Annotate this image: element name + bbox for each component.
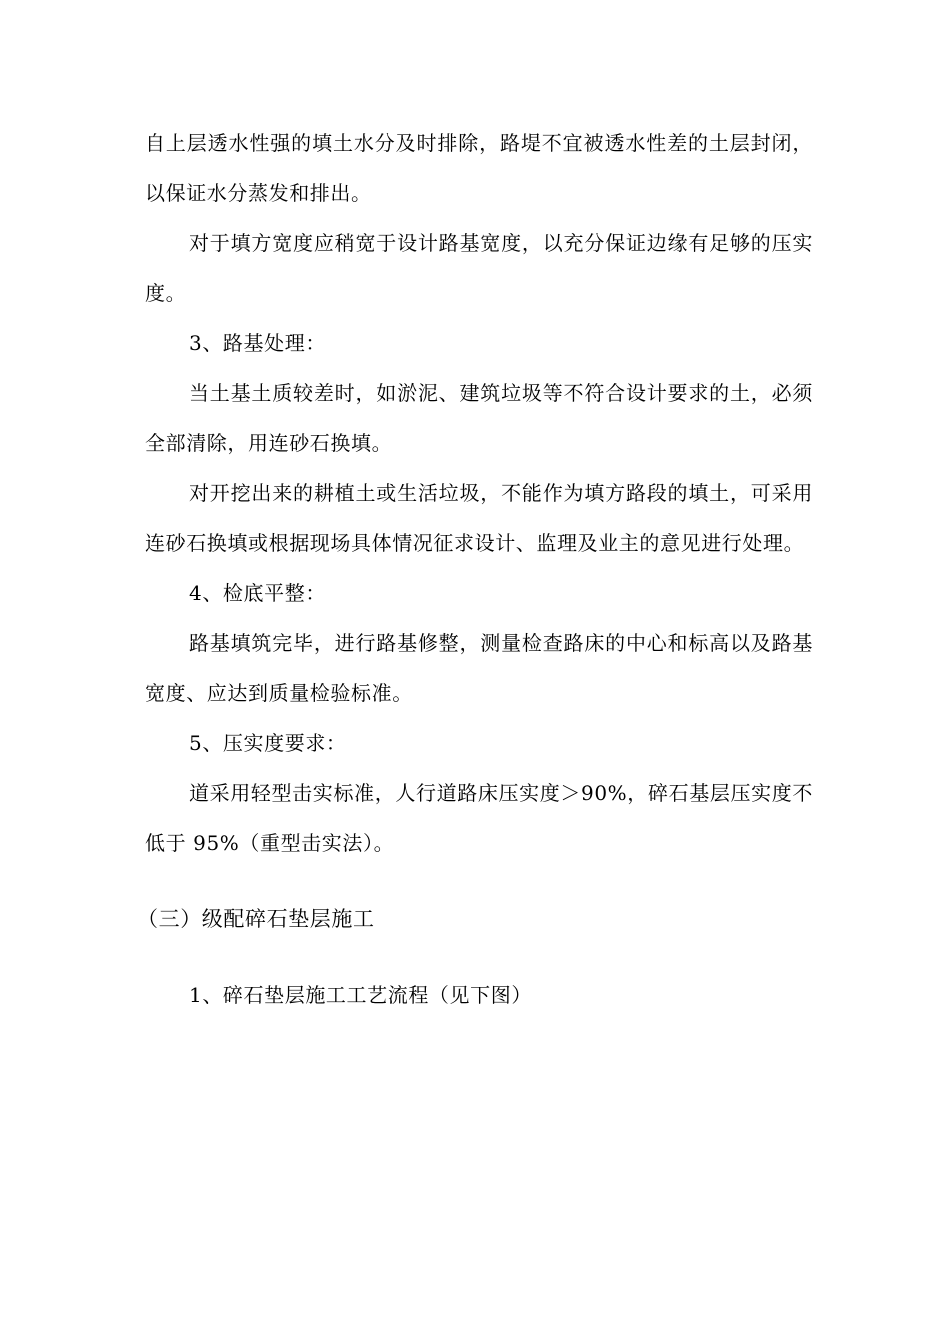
section-heading: （三）级配碎石垫层施工 <box>137 907 375 931</box>
paragraph-poor-soil: 当土基土质较差时，如淤泥、建筑垃圾等不符合设计要求的土，必须全部清除，用连砂石换填。 <box>145 381 813 455</box>
heading-leveling: 4、检底平整： <box>189 581 326 605</box>
paragraph-excavated-soil: 对开挖出来的耕植土或生活垃圾，不能作为填方路段的填土，可采用连砂石换填或根据现场具体情况征求设计、监理及业主的意见进行处理。 <box>145 481 813 555</box>
paragraph-fill-width: 对于填方宽度应稍宽于设计路基宽度，以充分保证边缘有足够的压实度。 <box>145 231 813 305</box>
heading-subgrade-treatment: 3、路基处理： <box>189 331 326 355</box>
paragraph-compaction-standard: 道采用轻型击实标准，人行道路床压实度＞90%，碎石基层压实度不低于 95%（重型击实法）。 <box>145 781 813 855</box>
paragraph-finishing: 路基填筑完毕，进行路基修整，测量检查路床的中心和标高以及路基宽度、应达到质量检验标准。 <box>145 631 813 705</box>
heading-compaction: 5、压实度要求： <box>189 731 347 755</box>
sub-heading: 1、碎石垫层施工工艺流程（见下图） <box>189 983 532 1007</box>
paragraph-drainage: 自上层透水性强的填土水分及时排除，路堤不宜被透水性差的土层封闭，以保证水分蒸发和排出。 <box>145 131 813 205</box>
document-body <box>137 118 813 1020</box>
